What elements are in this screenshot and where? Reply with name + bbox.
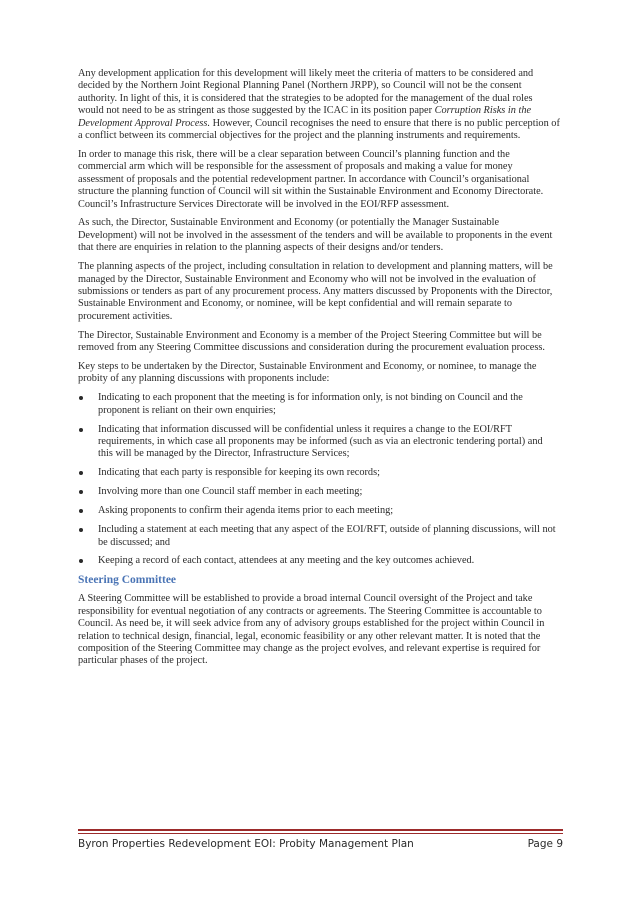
- list-item: Indicating that each party is responsible for keeping its own records;: [78, 467, 560, 479]
- paragraph-steering-member: The Director, Sustainable Environment and Economy is a member of the Project Steering Committee but will be removed from any Steering Committee discussions and consideration during the procurement evaluation process.: [78, 329, 545, 354]
- footer-divider-thin: [78, 833, 563, 834]
- bullet-icon: [79, 490, 83, 494]
- list-item: Including a statement at each meeting that any aspect of the EOI/RFT, outside of planning discussions, will not be discussed; and: [78, 524, 560, 549]
- footer-title: Byron Properties Redevelopment EOI: Probity Management Plan: [78, 838, 414, 850]
- footer-divider: [78, 829, 563, 831]
- bullet-icon: [79, 509, 83, 513]
- paper-title-italic: Corruption Risks in the Development Approval Process.: [78, 105, 532, 129]
- list-item: Involving more than one Council staff member in each meeting;: [78, 486, 560, 498]
- paragraph-text: Any development application for this development will likely meet the criteria of matters to be considered and decided by the Northern Joint Regional Planning Panel (Northern JRPP), so Council will not be the consent authority. In light of this, it is considered that the strategies to be adopted for the management of the dual roles would not need to be as stringent as those suggested by the ICAC in its position paper: [78, 68, 534, 117]
- bullet-icon: [79, 396, 83, 400]
- page-number: Page 9: [527, 838, 563, 850]
- list-item: Asking proponents to confirm their agenda items prior to each meeting;: [78, 505, 560, 517]
- list-item: Keeping a record of each contact, attendees at any meeting and the key outcomes achieved.: [78, 555, 560, 567]
- paragraph-director-role: As such, the Director, Sustainable Environment and Economy (or potentially the Manager Sustainable Development) will not be involved in the assessment of the tenders and will be available to proponents in the event that there are enquiries in relation to the planning aspects of their designs and/or tenders.: [78, 217, 553, 254]
- paragraph-jrpp: [78, 68, 560, 142]
- bullet-icon: [79, 428, 83, 432]
- key-steps-list: [78, 392, 560, 567]
- bullet-icon: [79, 559, 83, 563]
- bullet-icon: [79, 471, 83, 475]
- paragraph-key-steps: Key steps to be undertaken by the Director, Sustainable Environment and Economy, or nominee, to manage the probity of any planning discussions with proponents include:: [78, 361, 537, 385]
- section-heading-steering-committee: Steering Committee: [78, 574, 177, 587]
- list-item: Indicating that information discussed will be confidential unless it requires a change to the EOI/RFT requirements, in which case all proponents may be informed (such as via an electronic tendering portal) and this will be managed by the Director, Infrastructure Services;: [78, 424, 560, 461]
- document-body: [78, 68, 560, 674]
- paragraph-risk-management: In order to manage this risk, there will be a clear separation between Council’s planning function and the commercial arm which will be responsible for the assessment of proposals and making a value for money assessment of proposals and the potential redevelopment partner. In accordance with Council’s organisational structure the planning function of Council will sit within the Sustainable Environment and Economy Directorate. Council’s Infrastructure Services Directorate will be involved in the EOI/RFP assessment.: [78, 148, 544, 210]
- page-footer: [78, 838, 563, 850]
- paragraph-text: However, Council recognises the need to ensure that there is no public perception of a conflict between its commercial objectives for the project and the planning instruments and requirements.: [78, 117, 560, 142]
- paragraph-planning-aspects: The planning aspects of the project, including consultation in relation to development and planning matters, will be managed by the Director, Sustainable Environment and Economy who will not be involved in the evaluation of submissions or tenders as part of any procurement process. Any matters discussed by Proponents with the Director, Sustainable Environment and Economy, or nominee, will be kept confidential and will remain separate to procurement activities.: [78, 261, 553, 322]
- list-item: Indicating to each proponent that the meeting is for information only, is not binding on Council and the proponent is reliant on their own enquiries;: [78, 392, 560, 417]
- bullet-icon: [79, 528, 83, 532]
- paragraph-steering-committee: A Steering Committee will be established to provide a broad internal Council oversight of the Project and take responsibility for eventual negotiation of any contracts or agreements. The Steering Committee is accountable to Council. As need be, it will seek advice from any of advisory groups established for the project within Council in relation to technical design, financial, legal, economic feasibility or any other relevant matter. It is noted that the composition of the Steering Committee may change as the project evolves, and relevant expertise is required for particular phases of the project.: [78, 593, 545, 667]
